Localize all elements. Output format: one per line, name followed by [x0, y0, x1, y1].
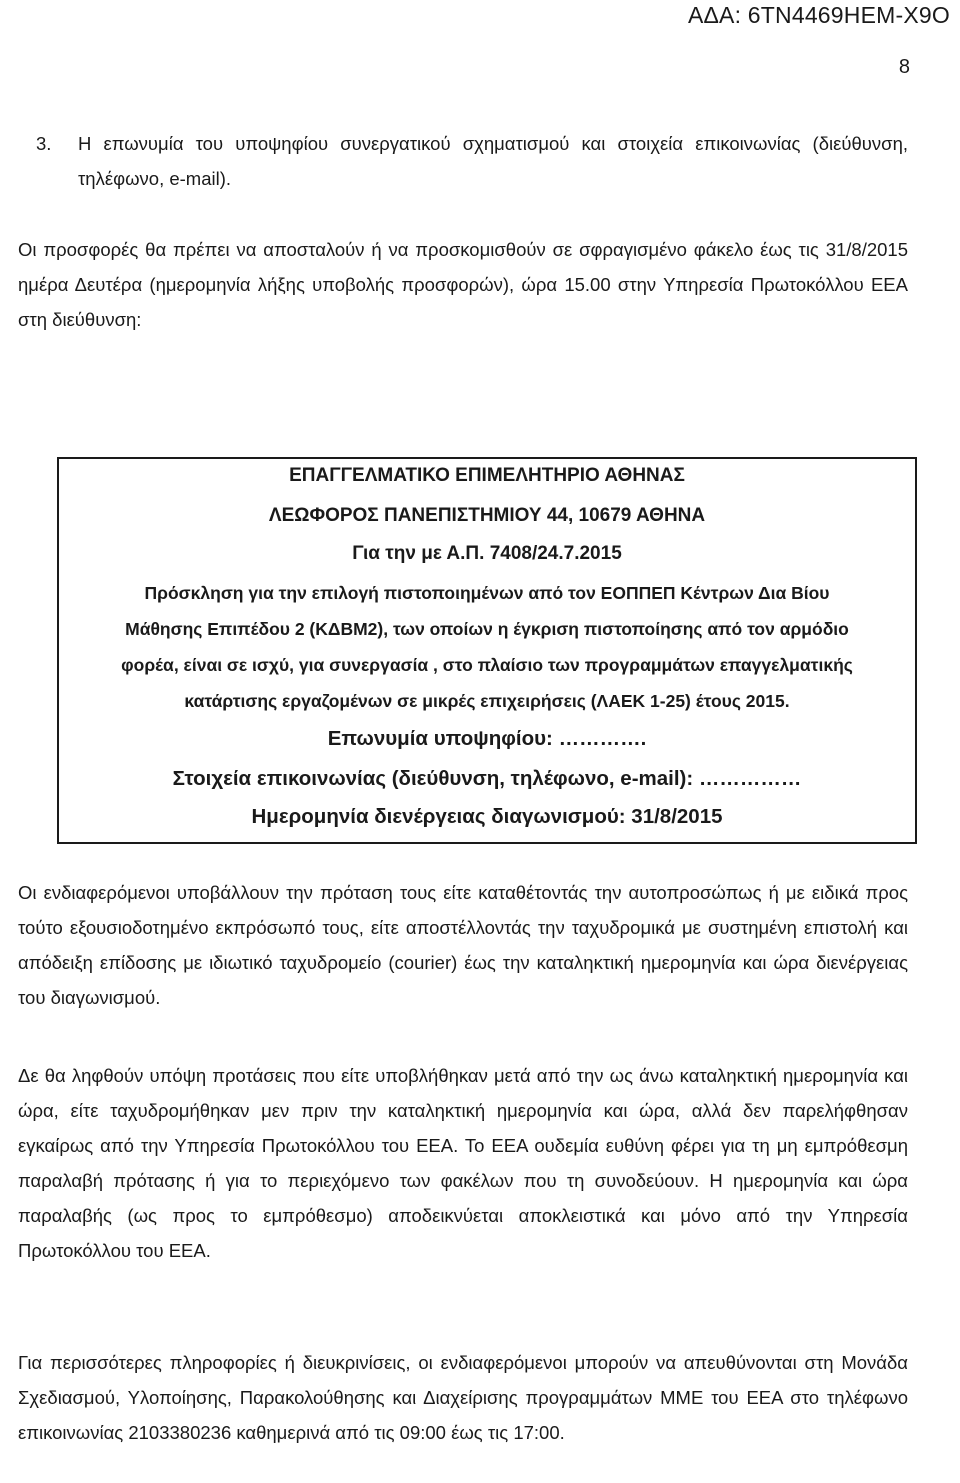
invitation-line-3: φορέα, είναι σε ισχύ, για συνεργασία , στο πλαίσιο των προγραμμάτων επαγγελματικής [121, 655, 853, 675]
candidate-contact-field: Στοιχεία επικοινωνίας (διεύθυνση, τηλέφωνο, e-mail): …………… [172, 767, 802, 790]
invitation-line-1: Πρόσκληση για την επιλογή πιστοποιημένων από τον ΕΟΠΠΕΠ Κέντρων Δια Βίου [144, 583, 830, 603]
candidate-name-field: Επωνυμία υποψηφίου: …………. [327, 727, 647, 750]
invitation-line-2: Μάθησης Επιπέδου 2 (ΚΔΒΜ2), των οποίων η έγκριση πιστοποίησης από τον αρμόδιο [125, 619, 849, 639]
late-submission-paragraph: Δε θα ληφθούν υπόψη προτάσεις που είτε υποβλήθηκαν μετά από την ως άνω καταληκτική ημερομηνία και ώρα, είτε ταχυδρομήθηκαν μεν πριν την καταληκτική ημερομηνία και ώρα, αλλά δεν παρελήφθησαν εγκαίρως από την Υπηρεσία Πρωτοκόλλου του ΕΕΑ. Το ΕΕΑ ουδεμία ευθύνη φέρει για τη μη εμπρόθεσμη παραλαβή πρότασης ή για το περιεχόμενο των φακέλων που τη συνοδεύουν. Η ημερομηνία και ώρα παραλαβής (ως προς το εμπρόθεσμο) αποδεικνύεται αποκλειστικά και μόνο από την Υπηρεσία Πρωτοκόλλου του ΕΕΑ. [18, 1065, 908, 1261]
submission-paragraph: Οι προσφορές θα πρέπει να αποσταλούν ή να προσκομισθούν σε σφραγισμένο φάκελο έως τις 31/8/2015 ημέρα Δευτέρα (ημερομηνία λήξης υποβολής προσφορών), ώρα 15.00 στην Υπηρεσία Πρωτοκόλλου ΕΕΑ στη διεύθυνση: [18, 239, 908, 330]
list-item-3 [36, 126, 908, 196]
list-item-number: 3. [36, 133, 52, 154]
invitation-line-4: κατάρτισης εργαζομένων σε μικρές επιχειρήσεις (ΛΑΕΚ 1-25) έτους 2015. [184, 691, 790, 711]
ada-code-header: ΑΔΑ: 6ΤΝ4469ΗΕΜ-Χ9Ο [687, 2, 950, 28]
contact-paragraph: Για περισσότερες πληροφορίες ή διευκρινίσεις, οι ενδιαφερόμενοι μπορούν να απευθύνονται στη Μονάδα Σχεδιασμού, Υλοποίησης, Παρακολούθησης και Διαχείρισης προγραμμάτων ΜΜΕ του ΕΕΑ στο τηλέφωνο επικοινωνίας 2103380236 καθημερινά από τις 09:00 έως τις 17:00. [18, 1352, 908, 1443]
address-box [57, 457, 917, 844]
chamber-name: ΕΠΑΓΓΕΛΜΑΤΙΚΟ ΕΠΙΜΕΛΗΤΗΡΙΟ ΑΘΗΝΑΣ [289, 465, 685, 486]
delivery-paragraph: Οι ενδιαφερόμενοι υποβάλλουν την πρόταση τους είτε καταθέτοντάς την αυτοπροσώπως ή με ειδικά προς τούτο εξουσιοδοτημένο εκπρόσωπό τους, είτε αποστέλλοντάς την ταχυδρομικά με συστημένη επιστολή και απόδειξη επίδοσης με ιδιωτικό ταχυδρομείο (courier) έως την καταληκτική ημερομηνία και ώρα διενέργειας του διαγωνισμού. [18, 882, 908, 1008]
list-item-text: Η επωνυμία του υποψηφίου συνεργατικού σχηματισμού και στοιχεία επικοινωνίας (διεύθυνση, τηλέφωνο, e-mail). [78, 133, 908, 189]
page-number: 8 [898, 56, 910, 78]
tender-date: Ημερομηνία διενέργειας διαγωνισμού: 31/8/2015 [251, 805, 723, 828]
chamber-address: ΛΕΩΦΟΡΟΣ ΠΑΝΕΠΙΣΤΗΜΙΟΥ 44, 10679 ΑΘΗΝΑ [268, 505, 706, 526]
protocol-reference: Για την με Α.Π. 7408/24.7.2015 [352, 543, 622, 564]
